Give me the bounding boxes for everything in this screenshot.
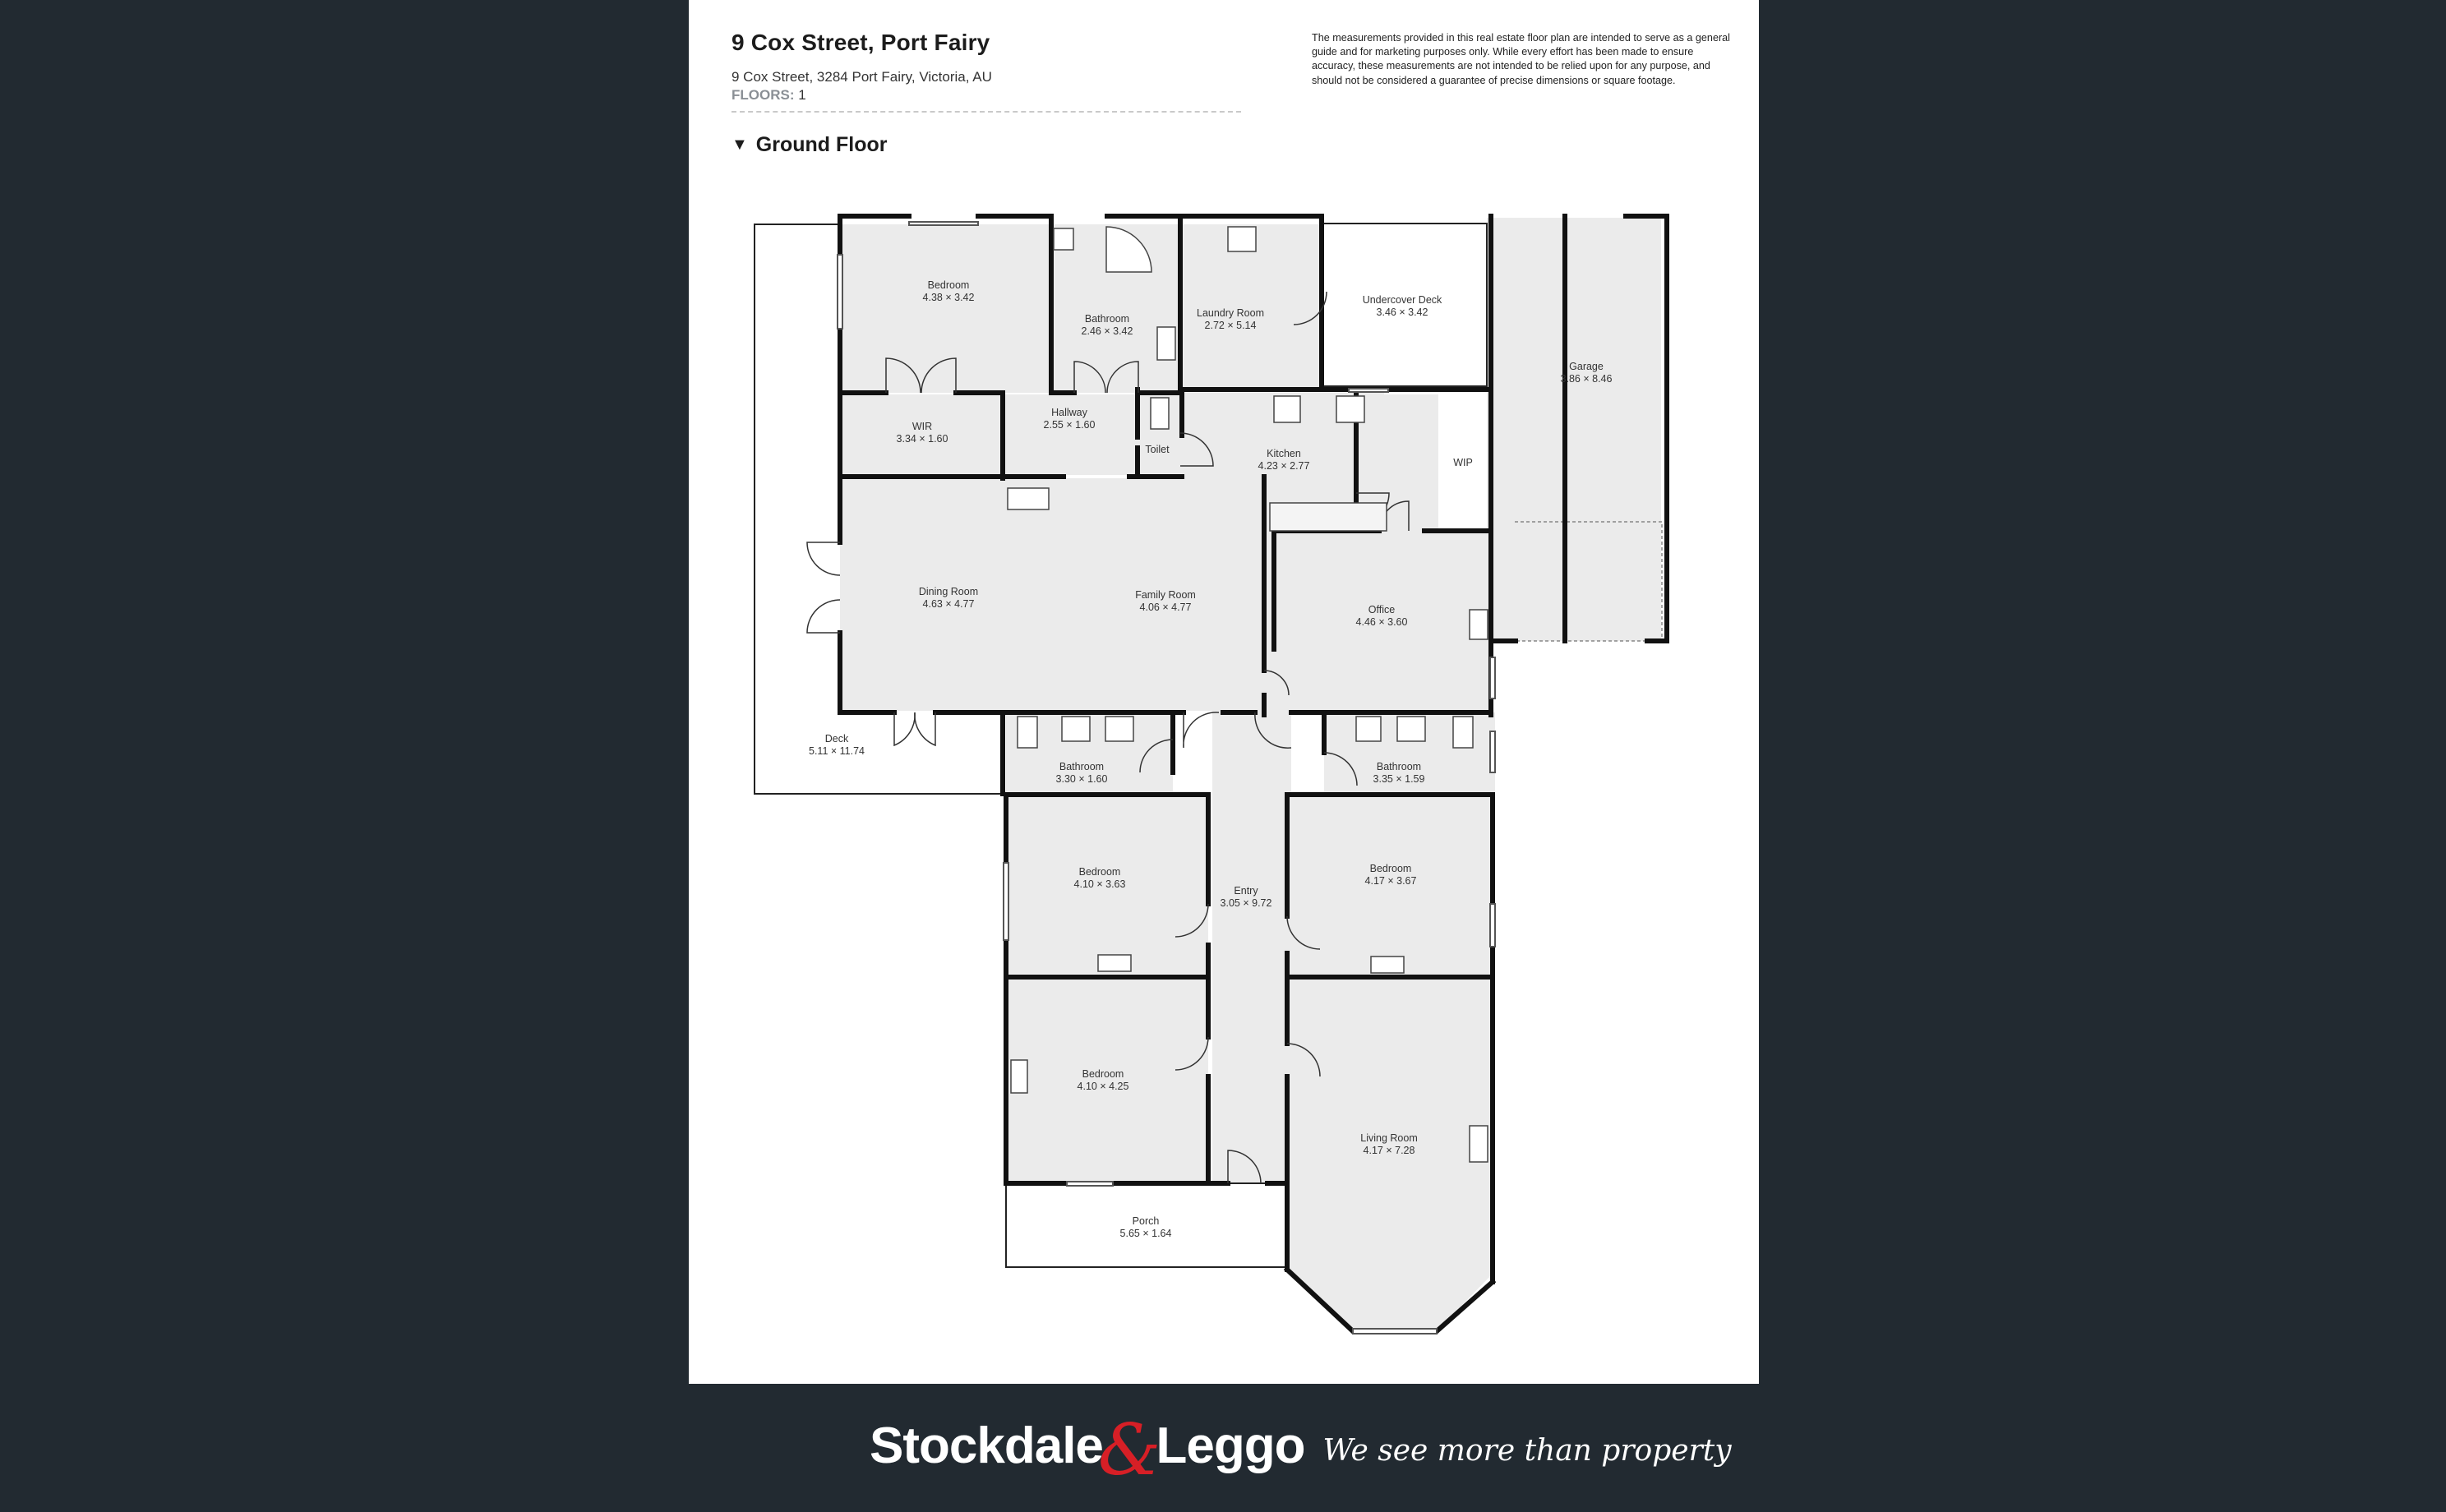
label-bedroom-3: Bedroom (1369, 863, 1412, 874)
label-undercover-deck: Undercover Deck (1362, 294, 1442, 306)
floor-name: Ground Floor (755, 133, 888, 156)
dims-kitchen: 4.23 × 2.77 (1258, 460, 1310, 472)
dims-porch: 5.65 × 1.64 (1119, 1228, 1172, 1239)
brand-logo[interactable] (870, 1408, 1732, 1491)
label-entry: Entry (1234, 885, 1258, 897)
floors-label: FLOORS: (731, 87, 795, 103)
label-office: Office (1368, 604, 1396, 615)
label-bathroom-left: Bathroom (1059, 761, 1105, 772)
dims-undercover-deck: 3.46 × 3.42 (1376, 307, 1428, 318)
dims-bedroom-master: 4.38 × 3.42 (922, 292, 975, 303)
room-fills (840, 218, 1661, 1331)
label-wir: WIR (911, 421, 933, 432)
dims-office: 4.46 × 3.60 (1355, 616, 1408, 628)
dims-wir: 3.34 × 1.60 (896, 433, 948, 445)
label-living: Living Room (1360, 1132, 1418, 1144)
brand-tagline: We see more than property (1322, 1433, 1732, 1468)
label-wip: WIP (1453, 457, 1473, 468)
floor-plan-sheet (689, 0, 1759, 1384)
dims-hallway: 2.55 × 1.60 (1043, 419, 1096, 431)
brand-ampersand: & (1097, 1409, 1161, 1491)
property-address: 9 Cox Street, 3284 Port Fairy, Victoria, AU (731, 69, 992, 85)
brand-name-left: Stockdale (870, 1417, 1103, 1474)
dims-bathroom-ensuite: 2.46 × 3.42 (1081, 325, 1133, 337)
dims-living: 4.17 × 7.28 (1363, 1145, 1415, 1156)
label-kitchen: Kitchen (1267, 448, 1301, 459)
label-bedroom-2: Bedroom (1078, 866, 1121, 878)
label-bathroom-ensuite: Bathroom (1084, 313, 1130, 325)
collapse-triangle-icon: ▼ (731, 136, 748, 154)
label-toilet: Toilet (1145, 444, 1170, 455)
dims-bedroom-3: 4.17 × 3.67 (1364, 875, 1417, 887)
brand-name-right: Leggo (1156, 1417, 1305, 1474)
dims-bathroom-left: 3.30 × 1.60 (1055, 773, 1108, 785)
dims-bedroom-4: 4.10 × 4.25 (1077, 1081, 1129, 1092)
floor-plan-drawing (689, 0, 1759, 1384)
label-garage: Garage (1569, 361, 1604, 372)
dims-bathroom-right: 3.35 × 1.59 (1373, 773, 1425, 785)
floors-value: 1 (798, 87, 806, 103)
label-family: Family Room (1135, 589, 1196, 601)
footer-banner (689, 1384, 1759, 1512)
label-hallway: Hallway (1051, 407, 1087, 418)
dims-dining: 4.63 × 4.77 (922, 598, 975, 610)
dims-deck: 5.11 × 11.74 (809, 745, 865, 757)
label-laundry: Laundry Room (1197, 307, 1264, 319)
label-bedroom-4: Bedroom (1082, 1068, 1124, 1080)
label-bathroom-right: Bathroom (1376, 761, 1422, 772)
dims-garage: 3.86 × 8.46 (1560, 373, 1613, 385)
dims-bedroom-2: 4.10 × 3.63 (1073, 878, 1126, 890)
dims-laundry: 2.72 × 5.14 (1204, 320, 1257, 331)
dims-family: 4.06 × 4.77 (1139, 602, 1192, 613)
dims-entry: 3.05 × 9.72 (1220, 897, 1272, 909)
label-deck: Deck (824, 733, 849, 744)
label-bedroom-master: Bedroom (927, 279, 970, 291)
property-title: 9 Cox Street, Port Fairy (731, 30, 990, 55)
label-dining: Dining Room (918, 586, 979, 597)
disclaimer-text: The measurements provided in this real estate floor plan are intended to serve as a general guide and for marketing purposes only. While every effort has been made to ensure accuracy, these measurements are not intended to be relied upon for any purpose, and should not be considered a guarantee of precise dimensions or square footage. (1312, 32, 1730, 86)
label-porch: Porch (1132, 1215, 1160, 1227)
